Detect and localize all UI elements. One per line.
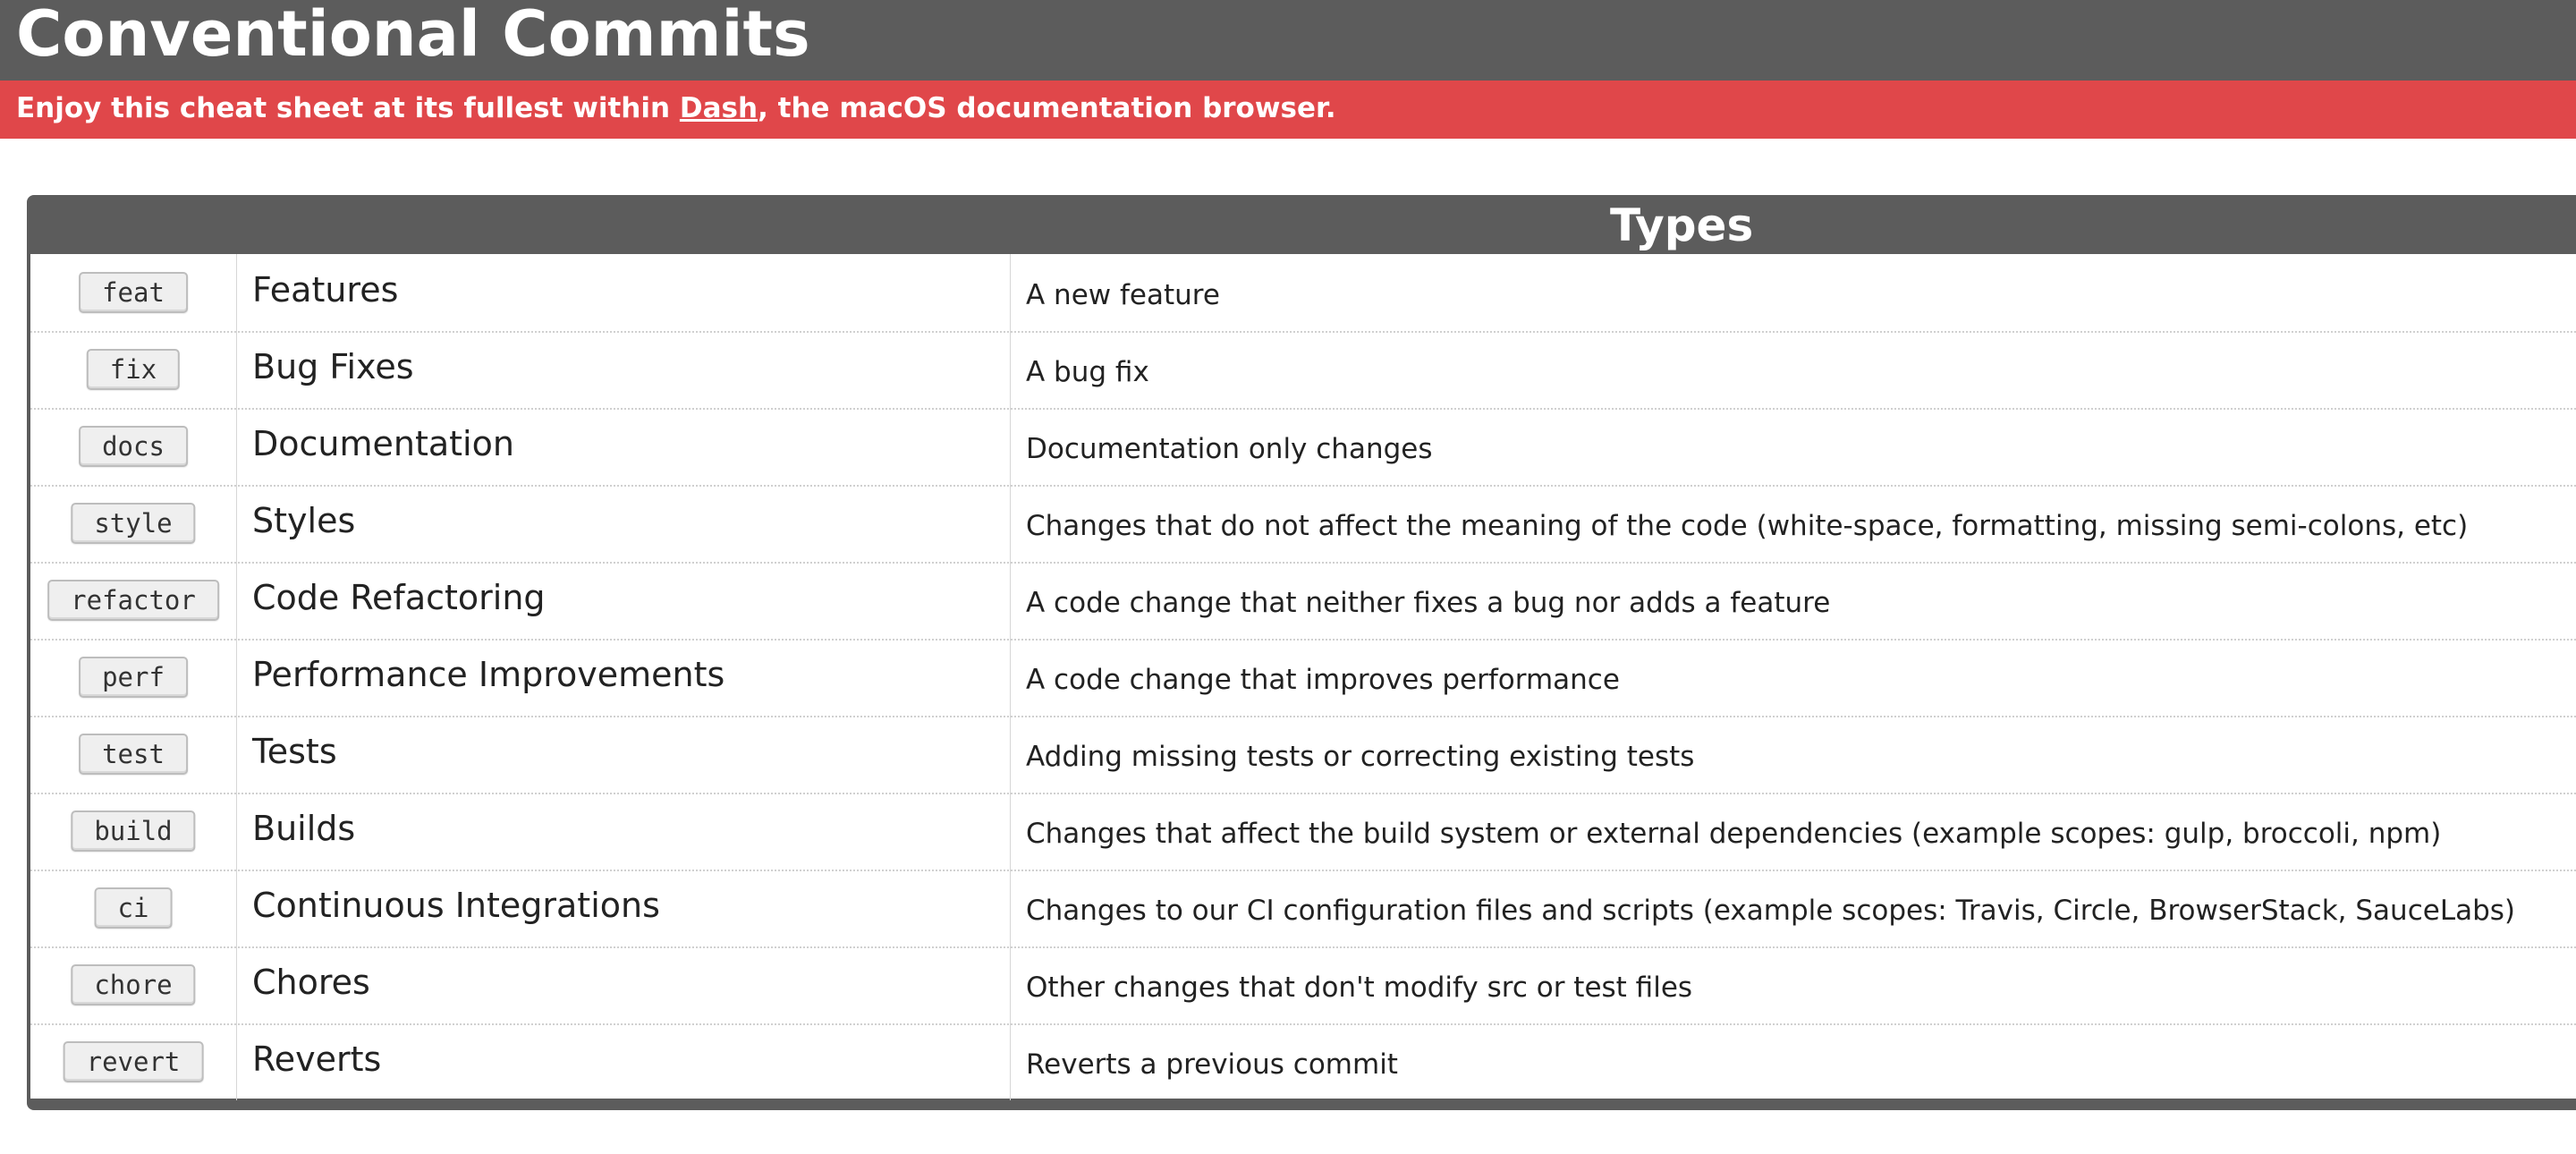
type-description: A new feature [1026, 279, 1220, 311]
code-cell [30, 639, 237, 716]
code-cell [30, 793, 237, 870]
type-name: Reverts [252, 1039, 382, 1079]
banner-text-after: , the macOS documentation browser. [758, 92, 1336, 124]
code-badge[interactable]: chore [71, 964, 195, 1006]
name-cell [237, 946, 1011, 1023]
type-description: Adding missing tests or correcting existing tests [1026, 741, 1695, 773]
code-cell [30, 254, 237, 331]
code-cell [30, 562, 237, 639]
code-cell [30, 485, 237, 562]
types-section [27, 195, 2576, 1110]
name-cell [237, 485, 1011, 562]
table-row [30, 408, 2576, 487]
table-row [30, 562, 2576, 641]
type-name: Documentation [252, 424, 514, 463]
banner-text-before: Enjoy this cheat sheet at its fullest within [16, 92, 680, 124]
table-row [30, 331, 2576, 410]
code-badge[interactable]: refactor [47, 580, 219, 621]
type-description: A bug fix [1026, 356, 1149, 388]
types-title: Types [1610, 199, 1754, 251]
type-name: Code Refactoring [252, 578, 546, 617]
description-cell [1011, 793, 2576, 870]
description-cell [1011, 1023, 2576, 1100]
type-name: Tests [252, 732, 337, 771]
code-badge[interactable]: style [71, 503, 195, 544]
name-cell [237, 793, 1011, 870]
code-cell [30, 716, 237, 793]
table-row [30, 793, 2576, 871]
name-cell [237, 639, 1011, 716]
dash-banner [0, 81, 2576, 139]
name-cell [237, 331, 1011, 408]
dash-link[interactable]: Dash [679, 92, 758, 124]
code-cell [30, 408, 237, 485]
banner-text [16, 81, 1336, 139]
code-cell [30, 870, 237, 946]
page-header [0, 0, 2576, 81]
name-cell [237, 562, 1011, 639]
name-cell [237, 1023, 1011, 1100]
type-description: Other changes that don't modify src or test files [1026, 972, 1693, 1004]
code-badge[interactable]: fix [87, 349, 180, 390]
types-header [27, 195, 2576, 254]
code-badge[interactable]: build [71, 810, 195, 852]
name-cell [237, 870, 1011, 946]
type-name: Bug Fixes [252, 347, 414, 386]
name-cell [237, 716, 1011, 793]
type-name: Performance Improvements [252, 655, 725, 694]
code-badge[interactable]: perf [79, 657, 188, 698]
description-cell [1011, 639, 2576, 716]
description-cell [1011, 716, 2576, 793]
table-row [30, 716, 2576, 794]
type-name: Continuous Integrations [252, 886, 660, 925]
description-cell [1011, 562, 2576, 639]
type-description: A code change that improves performance [1026, 664, 1620, 696]
type-description: A code change that neither fixes a bug nor adds a feature [1026, 587, 1831, 619]
type-name: Styles [252, 501, 356, 540]
description-cell [1011, 331, 2576, 408]
type-description: Changes that do not affect the meaning of the code (white-space, formatting, missing semi-colons, etc) [1026, 510, 2469, 542]
name-cell [237, 408, 1011, 485]
type-name: Builds [252, 809, 356, 848]
code-badge[interactable]: ci [95, 887, 173, 929]
code-badge[interactable]: docs [79, 426, 188, 467]
code-badge[interactable]: test [79, 734, 188, 775]
code-cell [30, 331, 237, 408]
type-name: Chores [252, 963, 370, 1002]
name-cell [237, 254, 1011, 331]
description-cell [1011, 254, 2576, 331]
page-title: Conventional Commits [16, 0, 810, 71]
table-row [30, 254, 2576, 333]
description-cell [1011, 946, 2576, 1023]
types-table [30, 254, 2576, 1099]
table-row [30, 946, 2576, 1025]
table-row [30, 639, 2576, 717]
table-row [30, 485, 2576, 564]
description-cell [1011, 408, 2576, 485]
code-cell [30, 946, 237, 1023]
type-description: Documentation only changes [1026, 433, 1433, 465]
code-badge[interactable]: feat [79, 272, 188, 313]
table-row [30, 870, 2576, 948]
type-description: Changes to our CI configuration files and scripts (example scopes: Travis, Circle, BrowserStack, SauceLabs) [1026, 895, 2516, 927]
code-cell [30, 1023, 237, 1100]
table-row [30, 1023, 2576, 1100]
type-name: Features [252, 270, 399, 310]
description-cell [1011, 870, 2576, 946]
code-badge[interactable]: revert [64, 1041, 204, 1082]
type-description: Reverts a previous commit [1026, 1048, 1398, 1081]
type-description: Changes that affect the build system or external dependencies (example scopes: gulp, broccoli, npm) [1026, 818, 2442, 850]
description-cell [1011, 485, 2576, 562]
